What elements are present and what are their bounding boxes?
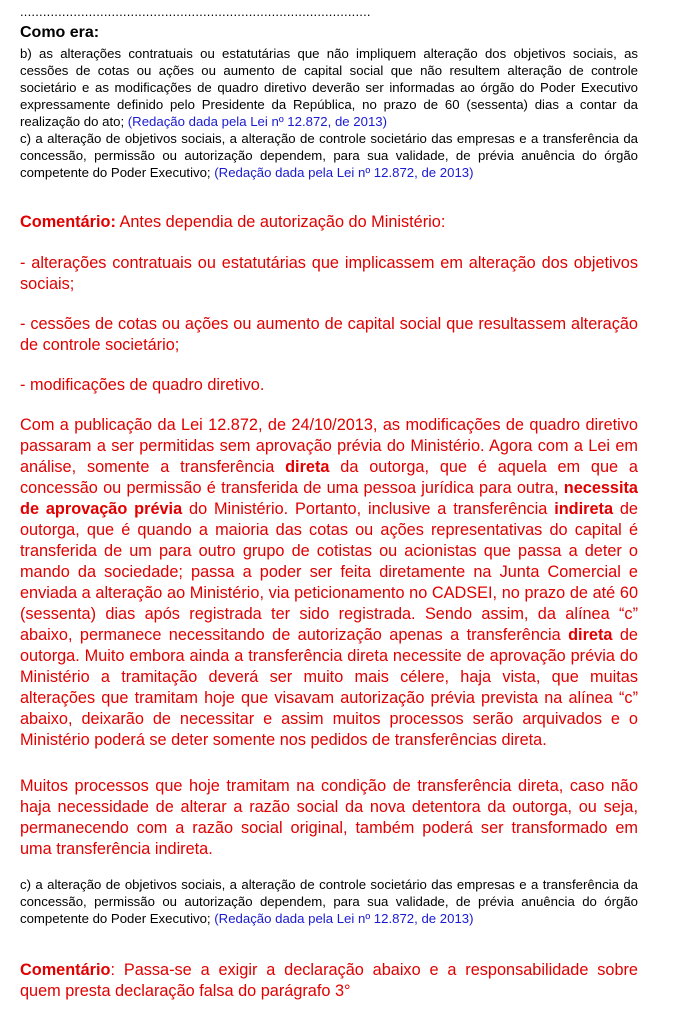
- comment-2-label: Comentário: [20, 961, 111, 979]
- para1-bold: direta: [285, 458, 330, 476]
- para1-bold: direta: [568, 626, 613, 644]
- para1-text: Com a publicação da Lei 12.872, de 24/10/2013, as modificações de quadro diretivo passaram a ser permitidas sem aprovação prévia do Ministério. Agora com a Lei em análise, somente a transferência: [20, 416, 638, 476]
- old-paragraph-c: [20, 130, 638, 181]
- separator-dots: ............................................................................................: [20, 4, 371, 19]
- para1-text: da outorga, que é aquela em que a concessão ou permissão é transferida de uma pessoa jurídica para outra,: [20, 458, 638, 497]
- new-paragraph-c: [20, 876, 638, 927]
- bullet-item: - cessões de cotas ou ações ou aumento de capital social que resultassem alteração de controle societário;: [20, 315, 638, 354]
- para1-bold: indireta: [554, 500, 613, 518]
- bullet-item: - modificações de quadro diretivo.: [20, 376, 265, 394]
- new-c-text: c) a alteração de objetivos sociais, a alteração de controle societário das empresas e a transferência da concessão, permissão ou autorização dependem, para sua validade, de prévia anuência do órgão competente do Poder Executivo;: [20, 877, 638, 926]
- comment-2-text: : Passa-se a exigir a declaração abaixo e a responsabilidade sobre quem presta declaração falsa do parágrafo 3°: [20, 961, 638, 1000]
- section-heading: Como era:: [20, 24, 100, 41]
- old-c-reference-link[interactable]: (Redação dada pela Lei nº 12.872, de 2013): [214, 165, 474, 180]
- para1-text: de outorga, que é quando a maioria das cotas ou ações representativas do capital é transferida de um para outro grupo de cotistas ou acionistas que passa a deter o mando da sociedade; passa a poder ser feita diretamente na Junta Comercial e enviada a alteração ao Ministério, via peticionamento no CADSEI, no prazo de até 60 (sessenta) dias após registrada ter sido registrada. Sendo assim, da alínea “c” abaixo, permanece necessitando de autorização apenas a transferência: [20, 500, 638, 644]
- comment-1-text: Antes dependia de autorização do Ministério:: [119, 213, 446, 231]
- new-c-reference-link[interactable]: (Redação dada pela Lei nº 12.872, de 2013): [214, 911, 474, 926]
- old-b-text: b) as alterações contratuais ou estatutárias que não impliquem alteração dos objetivos sociais, as cessões de cotas ou ações ou aumento de capital social que não resultem alteração de controle societário e as modificações de quadro diretivo deverão ser informadas ao órgão do Poder Executivo expressamente definido pelo Presidente da República, no prazo de 60 (sessenta) dias a contar da realização do ato;: [20, 46, 638, 129]
- comment-2: [20, 960, 638, 1002]
- comment-1: [20, 212, 638, 233]
- para1-text: do Ministério. Portanto, inclusive a transferência: [189, 500, 548, 518]
- bullet-item: - alterações contratuais ou estatutárias que implicassem em alteração dos objetivos sociais;: [20, 254, 638, 293]
- analysis-paragraph: [20, 415, 638, 751]
- comment-1-label: Comentário:: [20, 213, 116, 231]
- old-b-reference-link[interactable]: (Redação dada pela Lei nº 12.872, de 2013): [127, 114, 388, 129]
- old-c-text: c) a alteração de objetivos sociais, a alteração de controle societário das empresas e a transferência da concessão, permissão ou autorização dependem, para sua validade, de prévia anuência do órgão competente do Poder Executivo;: [20, 131, 638, 180]
- para1-text: de outorga. Muito embora ainda a transferência direta necessite de aprovação prévia do Ministério a tramitação deverá ser muito mais célere, haja vista, que muitas alterações que tramitam hoje que visavam autorização prévia prevista na alínea “c” abaixo, deixarão de necessitar e assim muitos processos serão arquivados e o Ministério poderá se deter somente nos pedidos de transferências direta.: [20, 626, 638, 749]
- para1-bold: necessita de aprovação prévia: [20, 479, 638, 518]
- transfer-paragraph: Muitos processos que hoje tramitam na condição de transferência direta, caso não haja necessidade de alterar a razão social da nova detentora da outorga, ou seja, permanecendo com a razão social original, também poderá ser transformado em uma transferência indireta.: [20, 777, 638, 858]
- old-paragraph-b: [20, 45, 638, 130]
